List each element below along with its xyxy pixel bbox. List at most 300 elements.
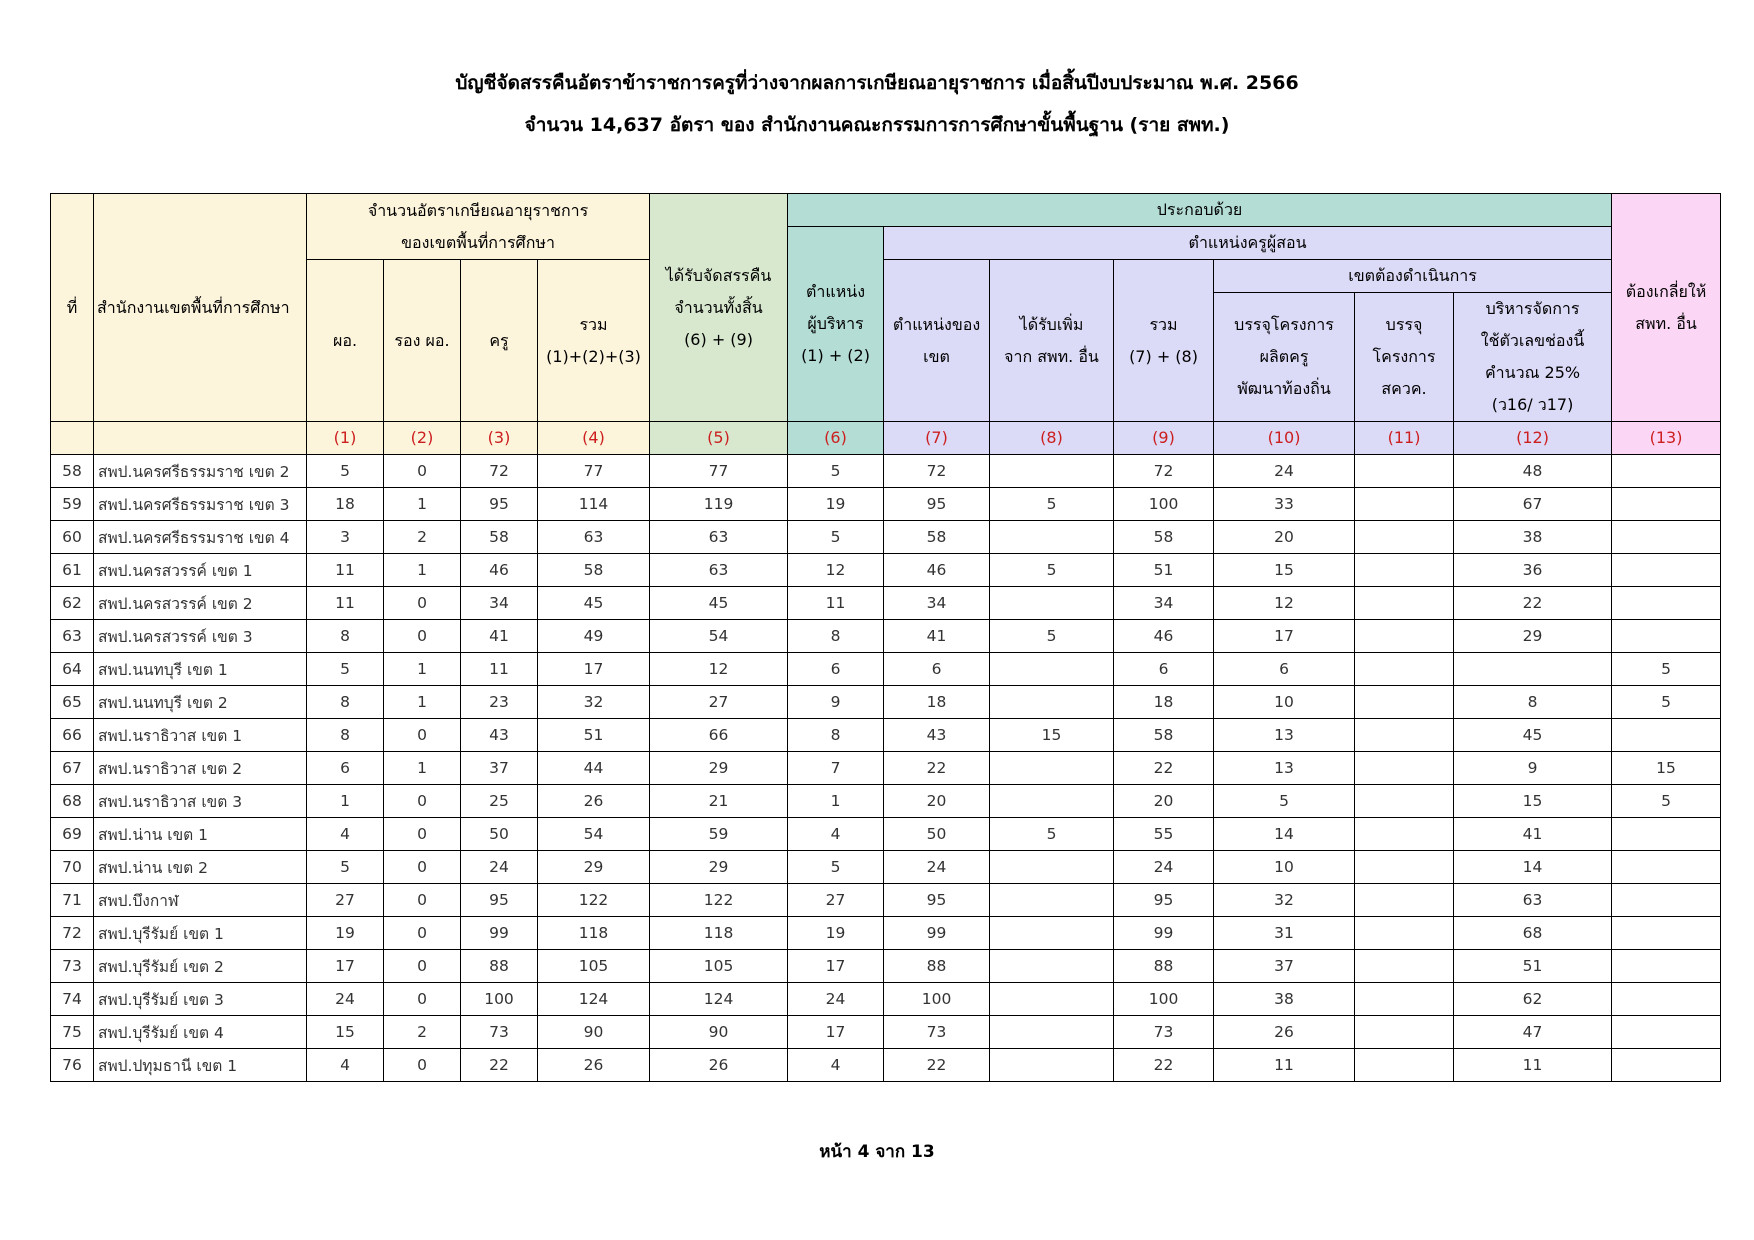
cell-teaching-total: 6 xyxy=(1114,653,1214,686)
cell-transfer-other xyxy=(1612,521,1721,554)
cell-scholarship-project xyxy=(1355,455,1454,488)
cell-district-position: 72 xyxy=(884,455,990,488)
cell-allocated-total: 26 xyxy=(650,1049,788,1082)
header-consist-of: ประกอบด้วย xyxy=(788,194,1612,227)
cell-admin-position: 11 xyxy=(788,587,884,620)
cell-management: 8 xyxy=(1454,686,1612,719)
header-director: ผอ. xyxy=(307,260,384,422)
cell-no: 62 xyxy=(51,587,94,620)
cell-no: 63 xyxy=(51,620,94,653)
cell-admin-position: 9 xyxy=(788,686,884,719)
cell-admin-position: 8 xyxy=(788,719,884,752)
cell-teacher: 58 xyxy=(461,521,538,554)
cell-teaching-total: 51 xyxy=(1114,554,1214,587)
cell-allocated-total: 12 xyxy=(650,653,788,686)
cell-allocated-total: 63 xyxy=(650,554,788,587)
cell-director: 24 xyxy=(307,983,384,1016)
header-allocated-total: ได้รับจัดสรรคืน จำนวนทั้งสิ้น (6) + (9) xyxy=(650,194,788,422)
cell-management: 11 xyxy=(1454,1049,1612,1082)
cell-teaching-total: 22 xyxy=(1114,752,1214,785)
cell-office: สพป.น่าน เขต 1 xyxy=(94,818,307,851)
cell-admin-position: 8 xyxy=(788,620,884,653)
cell-allocated-total: 21 xyxy=(650,785,788,818)
header-district-must-do: เขตต้องดำเนินการ xyxy=(1214,260,1612,293)
header-admin-position: ตำแหน่ง ผู้บริหาร (1) + (2) xyxy=(788,227,884,422)
cell-extra-received xyxy=(990,917,1114,950)
cell-deputy: 0 xyxy=(384,884,461,917)
cell-office: สพป.บุรีรัมย์ เขต 2 xyxy=(94,950,307,983)
cell-teaching-total: 22 xyxy=(1114,1049,1214,1082)
cell-admin-position: 12 xyxy=(788,554,884,587)
cell-local-project: 32 xyxy=(1214,884,1355,917)
col-number: (5) xyxy=(650,422,788,455)
table-row xyxy=(51,653,1721,686)
header-management: บริหารจัดการ ใช้ตัวเลขช่องนี้ คำนวณ 25% (ว16/ ว17) xyxy=(1454,293,1612,422)
cell-extra-received xyxy=(990,521,1114,554)
cell-transfer-other: 5 xyxy=(1612,653,1721,686)
cell-extra-received xyxy=(990,884,1114,917)
cell-retire-sum: 26 xyxy=(538,1049,650,1082)
cell-retire-sum: 90 xyxy=(538,1016,650,1049)
table-row xyxy=(51,521,1721,554)
cell-allocated-total: 29 xyxy=(650,752,788,785)
cell-deputy: 0 xyxy=(384,851,461,884)
cell-management: 68 xyxy=(1454,917,1612,950)
cell-district-position: 24 xyxy=(884,851,990,884)
table-row xyxy=(51,686,1721,719)
col-number-blank xyxy=(51,422,94,455)
cell-teacher: 25 xyxy=(461,785,538,818)
table-row xyxy=(51,884,1721,917)
cell-teaching-total: 72 xyxy=(1114,455,1214,488)
cell-director: 8 xyxy=(307,719,384,752)
cell-teaching-total: 20 xyxy=(1114,785,1214,818)
cell-local-project: 11 xyxy=(1214,1049,1355,1082)
cell-teaching-total: 24 xyxy=(1114,851,1214,884)
cell-scholarship-project xyxy=(1355,653,1454,686)
cell-admin-position: 19 xyxy=(788,488,884,521)
cell-management xyxy=(1454,653,1612,686)
table-row xyxy=(51,1016,1721,1049)
cell-district-position: 18 xyxy=(884,686,990,719)
cell-transfer-other xyxy=(1612,917,1721,950)
cell-district-position: 88 xyxy=(884,950,990,983)
cell-local-project: 12 xyxy=(1214,587,1355,620)
cell-director: 1 xyxy=(307,785,384,818)
cell-teacher: 43 xyxy=(461,719,538,752)
cell-teacher: 46 xyxy=(461,554,538,587)
cell-deputy: 0 xyxy=(384,983,461,1016)
cell-local-project: 31 xyxy=(1214,917,1355,950)
cell-scholarship-project xyxy=(1355,983,1454,1016)
cell-teaching-total: 99 xyxy=(1114,917,1214,950)
cell-transfer-other xyxy=(1612,455,1721,488)
cell-allocated-total: 54 xyxy=(650,620,788,653)
cell-management: 62 xyxy=(1454,983,1612,1016)
table-row xyxy=(51,620,1721,653)
cell-district-position: 43 xyxy=(884,719,990,752)
cell-teaching-total: 18 xyxy=(1114,686,1214,719)
cell-deputy: 1 xyxy=(384,686,461,719)
cell-teacher: 95 xyxy=(461,488,538,521)
cell-admin-position: 19 xyxy=(788,917,884,950)
page-number: หน้า 4 จาก 13 xyxy=(819,1142,935,1162)
allocation-table xyxy=(50,193,1721,1082)
cell-allocated-total: 105 xyxy=(650,950,788,983)
col-number: (13) xyxy=(1612,422,1721,455)
cell-retire-sum: 51 xyxy=(538,719,650,752)
header-deputy-director: รอง ผอ. xyxy=(384,260,461,422)
cell-management: 15 xyxy=(1454,785,1612,818)
cell-deputy: 1 xyxy=(384,488,461,521)
cell-scholarship-project xyxy=(1355,488,1454,521)
cell-director: 15 xyxy=(307,1016,384,1049)
cell-allocated-total: 27 xyxy=(650,686,788,719)
cell-management: 36 xyxy=(1454,554,1612,587)
cell-teaching-total: 46 xyxy=(1114,620,1214,653)
cell-director: 5 xyxy=(307,455,384,488)
cell-district-position: 46 xyxy=(884,554,990,587)
cell-office: สพป.บุรีรัมย์ เขต 3 xyxy=(94,983,307,1016)
cell-extra-received xyxy=(990,1049,1114,1082)
cell-director: 5 xyxy=(307,653,384,686)
cell-no: 73 xyxy=(51,950,94,983)
cell-deputy: 0 xyxy=(384,620,461,653)
cell-teaching-total: 58 xyxy=(1114,521,1214,554)
cell-no: 70 xyxy=(51,851,94,884)
cell-retire-sum: 45 xyxy=(538,587,650,620)
cell-admin-position: 6 xyxy=(788,653,884,686)
cell-management: 22 xyxy=(1454,587,1612,620)
cell-management: 9 xyxy=(1454,752,1612,785)
cell-scholarship-project xyxy=(1355,851,1454,884)
cell-allocated-total: 90 xyxy=(650,1016,788,1049)
cell-extra-received: 5 xyxy=(990,554,1114,587)
cell-no: 58 xyxy=(51,455,94,488)
cell-director: 17 xyxy=(307,950,384,983)
cell-director: 8 xyxy=(307,686,384,719)
cell-admin-position: 17 xyxy=(788,1016,884,1049)
cell-admin-position: 7 xyxy=(788,752,884,785)
cell-no: 69 xyxy=(51,818,94,851)
cell-extra-received xyxy=(990,686,1114,719)
cell-management: 63 xyxy=(1454,884,1612,917)
cell-transfer-other xyxy=(1612,620,1721,653)
cell-allocated-total: 63 xyxy=(650,521,788,554)
cell-scholarship-project xyxy=(1355,1049,1454,1082)
cell-director: 18 xyxy=(307,488,384,521)
col-number: (9) xyxy=(1114,422,1214,455)
cell-management: 67 xyxy=(1454,488,1612,521)
cell-no: 60 xyxy=(51,521,94,554)
cell-teaching-total: 58 xyxy=(1114,719,1214,752)
cell-transfer-other xyxy=(1612,587,1721,620)
cell-district-position: 99 xyxy=(884,917,990,950)
header-teacher: ครู xyxy=(461,260,538,422)
cell-allocated-total: 122 xyxy=(650,884,788,917)
cell-office: สพป.บึงกาฬ xyxy=(94,884,307,917)
cell-district-position: 58 xyxy=(884,521,990,554)
cell-management: 38 xyxy=(1454,521,1612,554)
cell-extra-received: 5 xyxy=(990,488,1114,521)
cell-district-position: 50 xyxy=(884,818,990,851)
cell-teacher: 100 xyxy=(461,983,538,1016)
cell-retire-sum: 124 xyxy=(538,983,650,1016)
cell-retire-sum: 17 xyxy=(538,653,650,686)
header-retire: จำนวนอัตราเกษียณอายุราชการ ของเขตพื้นที่การศึกษา xyxy=(307,194,650,260)
cell-management: 29 xyxy=(1454,620,1612,653)
cell-admin-position: 4 xyxy=(788,1049,884,1082)
table-body xyxy=(51,455,1721,1082)
cell-scholarship-project xyxy=(1355,521,1454,554)
cell-office: สพป.นราธิวาส เขต 2 xyxy=(94,752,307,785)
cell-director: 27 xyxy=(307,884,384,917)
cell-district-position: 73 xyxy=(884,1016,990,1049)
cell-transfer-other: 5 xyxy=(1612,785,1721,818)
cell-transfer-other xyxy=(1612,851,1721,884)
cell-district-position: 100 xyxy=(884,983,990,1016)
cell-local-project: 10 xyxy=(1214,686,1355,719)
cell-district-position: 22 xyxy=(884,752,990,785)
cell-office: สพป.นนทบุรี เขต 1 xyxy=(94,653,307,686)
cell-deputy: 0 xyxy=(384,719,461,752)
cell-no: 64 xyxy=(51,653,94,686)
header-scholarship-project: บรรจุ โครงการ สควค. xyxy=(1355,293,1454,422)
cell-district-position: 34 xyxy=(884,587,990,620)
cell-retire-sum: 63 xyxy=(538,521,650,554)
cell-admin-position: 27 xyxy=(788,884,884,917)
cell-no: 67 xyxy=(51,752,94,785)
cell-extra-received xyxy=(990,851,1114,884)
cell-allocated-total: 66 xyxy=(650,719,788,752)
cell-teaching-total: 34 xyxy=(1114,587,1214,620)
cell-scholarship-project xyxy=(1355,719,1454,752)
cell-admin-position: 17 xyxy=(788,950,884,983)
cell-no: 75 xyxy=(51,1016,94,1049)
cell-teaching-total: 100 xyxy=(1114,983,1214,1016)
cell-retire-sum: 29 xyxy=(538,851,650,884)
cell-scholarship-project xyxy=(1355,686,1454,719)
cell-teacher: 37 xyxy=(461,752,538,785)
cell-local-project: 14 xyxy=(1214,818,1355,851)
cell-scholarship-project xyxy=(1355,950,1454,983)
table-row xyxy=(51,785,1721,818)
cell-office: สพป.ปทุมธานี เขต 1 xyxy=(94,1049,307,1082)
cell-local-project: 26 xyxy=(1214,1016,1355,1049)
header-office: สำนักงานเขตพื้นที่การศึกษา xyxy=(94,194,307,422)
col-number: (3) xyxy=(461,422,538,455)
cell-transfer-other xyxy=(1612,884,1721,917)
cell-district-position: 41 xyxy=(884,620,990,653)
cell-no: 65 xyxy=(51,686,94,719)
cell-retire-sum: 54 xyxy=(538,818,650,851)
cell-office: สพป.นครศรีธรรมราช เขต 4 xyxy=(94,521,307,554)
cell-extra-received xyxy=(990,752,1114,785)
cell-deputy: 1 xyxy=(384,752,461,785)
header-district-position: ตำแหน่งของ เขต xyxy=(884,260,990,422)
cell-district-position: 6 xyxy=(884,653,990,686)
cell-extra-received: 5 xyxy=(990,620,1114,653)
cell-allocated-total: 124 xyxy=(650,983,788,1016)
cell-teaching-total: 73 xyxy=(1114,1016,1214,1049)
header-extra-received: ได้รับเพิ่ม จาก สพท. อื่น xyxy=(990,260,1114,422)
table-row xyxy=(51,851,1721,884)
header-retire-sum: รวม (1)+(2)+(3) xyxy=(538,260,650,422)
cell-admin-position: 24 xyxy=(788,983,884,1016)
cell-transfer-other xyxy=(1612,488,1721,521)
cell-retire-sum: 114 xyxy=(538,488,650,521)
cell-transfer-other xyxy=(1612,719,1721,752)
table-row xyxy=(51,983,1721,1016)
cell-scholarship-project xyxy=(1355,587,1454,620)
cell-local-project: 38 xyxy=(1214,983,1355,1016)
cell-scholarship-project xyxy=(1355,818,1454,851)
cell-retire-sum: 122 xyxy=(538,884,650,917)
cell-local-project: 15 xyxy=(1214,554,1355,587)
cell-management: 14 xyxy=(1454,851,1612,884)
cell-office: สพป.นครสวรรค์ เขต 1 xyxy=(94,554,307,587)
cell-teaching-total: 95 xyxy=(1114,884,1214,917)
header-local-teacher-project: บรรจุโครงการ ผลิตครู พัฒนาท้องถิ่น xyxy=(1214,293,1355,422)
cell-extra-received xyxy=(990,1016,1114,1049)
table-row xyxy=(51,950,1721,983)
cell-teaching-total: 100 xyxy=(1114,488,1214,521)
cell-office: สพป.นราธิวาส เขต 1 xyxy=(94,719,307,752)
cell-transfer-other xyxy=(1612,554,1721,587)
col-number: (1) xyxy=(307,422,384,455)
cell-no: 76 xyxy=(51,1049,94,1082)
cell-director: 3 xyxy=(307,521,384,554)
cell-district-position: 20 xyxy=(884,785,990,818)
cell-management: 47 xyxy=(1454,1016,1612,1049)
table-row xyxy=(51,455,1721,488)
cell-transfer-other xyxy=(1612,983,1721,1016)
cell-office: สพป.นราธิวาส เขต 3 xyxy=(94,785,307,818)
table-row xyxy=(51,818,1721,851)
cell-allocated-total: 59 xyxy=(650,818,788,851)
cell-director: 11 xyxy=(307,554,384,587)
cell-management: 41 xyxy=(1454,818,1612,851)
cell-extra-received xyxy=(990,455,1114,488)
cell-extra-received xyxy=(990,653,1114,686)
cell-director: 4 xyxy=(307,1049,384,1082)
cell-director: 6 xyxy=(307,752,384,785)
cell-retire-sum: 26 xyxy=(538,785,650,818)
cell-deputy: 0 xyxy=(384,455,461,488)
col-number: (10) xyxy=(1214,422,1355,455)
cell-office: สพป.น่าน เขต 2 xyxy=(94,851,307,884)
cell-admin-position: 4 xyxy=(788,818,884,851)
cell-office: สพป.นครสวรรค์ เขต 3 xyxy=(94,620,307,653)
cell-transfer-other xyxy=(1612,1049,1721,1082)
cell-scholarship-project xyxy=(1355,884,1454,917)
cell-transfer-other: 15 xyxy=(1612,752,1721,785)
cell-extra-received: 15 xyxy=(990,719,1114,752)
cell-transfer-other xyxy=(1612,818,1721,851)
cell-allocated-total: 118 xyxy=(650,917,788,950)
cell-office: สพป.นนทบุรี เขต 2 xyxy=(94,686,307,719)
cell-local-project: 13 xyxy=(1214,752,1355,785)
col-number: (7) xyxy=(884,422,990,455)
cell-teacher: 88 xyxy=(461,950,538,983)
col-number-blank xyxy=(94,422,307,455)
cell-no: 71 xyxy=(51,884,94,917)
cell-local-project: 5 xyxy=(1214,785,1355,818)
cell-retire-sum: 77 xyxy=(538,455,650,488)
cell-deputy: 1 xyxy=(384,653,461,686)
col-number: (11) xyxy=(1355,422,1454,455)
cell-teacher: 99 xyxy=(461,917,538,950)
cell-transfer-other xyxy=(1612,1016,1721,1049)
cell-teacher: 41 xyxy=(461,620,538,653)
cell-local-project: 10 xyxy=(1214,851,1355,884)
col-number: (4) xyxy=(538,422,650,455)
cell-teacher: 24 xyxy=(461,851,538,884)
col-number: (8) xyxy=(990,422,1114,455)
table-row xyxy=(51,917,1721,950)
cell-deputy: 0 xyxy=(384,950,461,983)
cell-district-position: 95 xyxy=(884,884,990,917)
cell-local-project: 24 xyxy=(1214,455,1355,488)
cell-scholarship-project xyxy=(1355,785,1454,818)
cell-teacher: 73 xyxy=(461,1016,538,1049)
cell-retire-sum: 58 xyxy=(538,554,650,587)
cell-director: 4 xyxy=(307,818,384,851)
cell-extra-received xyxy=(990,950,1114,983)
cell-extra-received xyxy=(990,785,1114,818)
cell-deputy: 0 xyxy=(384,917,461,950)
cell-local-project: 17 xyxy=(1214,620,1355,653)
document-title: บัญชีจัดสรรคืนอัตราข้าราชการครูที่ว่างจากผลการเกษียณอายุราชการ เมื่อสิ้นปีงบประมาณ พ.ศ. 2566 xyxy=(455,72,1299,94)
cell-director: 5 xyxy=(307,851,384,884)
table-row xyxy=(51,554,1721,587)
header-teaching-total: รวม (7) + (8) xyxy=(1114,260,1214,422)
cell-office: สพป.บุรีรัมย์ เขต 1 xyxy=(94,917,307,950)
col-number: (2) xyxy=(384,422,461,455)
cell-deputy: 2 xyxy=(384,1016,461,1049)
cell-scholarship-project xyxy=(1355,620,1454,653)
cell-teaching-total: 55 xyxy=(1114,818,1214,851)
cell-office: สพป.บุรีรัมย์ เขต 4 xyxy=(94,1016,307,1049)
cell-retire-sum: 105 xyxy=(538,950,650,983)
cell-deputy: 0 xyxy=(384,1049,461,1082)
table-row xyxy=(51,488,1721,521)
cell-allocated-total: 45 xyxy=(650,587,788,620)
cell-allocated-total: 119 xyxy=(650,488,788,521)
cell-local-project: 13 xyxy=(1214,719,1355,752)
col-number: (6) xyxy=(788,422,884,455)
table-row xyxy=(51,1049,1721,1082)
cell-no: 68 xyxy=(51,785,94,818)
cell-district-position: 95 xyxy=(884,488,990,521)
cell-teacher: 22 xyxy=(461,1049,538,1082)
document-subtitle: จำนวน 14,637 อัตรา ของ สำนักงานคณะกรรมการการศึกษาขั้นพื้นฐาน (ราย สพท.) xyxy=(524,114,1230,136)
cell-teacher: 34 xyxy=(461,587,538,620)
cell-extra-received: 5 xyxy=(990,818,1114,851)
cell-local-project: 6 xyxy=(1214,653,1355,686)
table-row xyxy=(51,719,1721,752)
header-teaching-position: ตำแหน่งครูผู้สอน xyxy=(884,227,1612,260)
cell-deputy: 0 xyxy=(384,785,461,818)
table-row xyxy=(51,752,1721,785)
cell-management: 45 xyxy=(1454,719,1612,752)
cell-retire-sum: 118 xyxy=(538,917,650,950)
cell-retire-sum: 49 xyxy=(538,620,650,653)
cell-director: 11 xyxy=(307,587,384,620)
cell-scholarship-project xyxy=(1355,917,1454,950)
cell-scholarship-project xyxy=(1355,752,1454,785)
header-no: ที่ xyxy=(51,194,94,422)
